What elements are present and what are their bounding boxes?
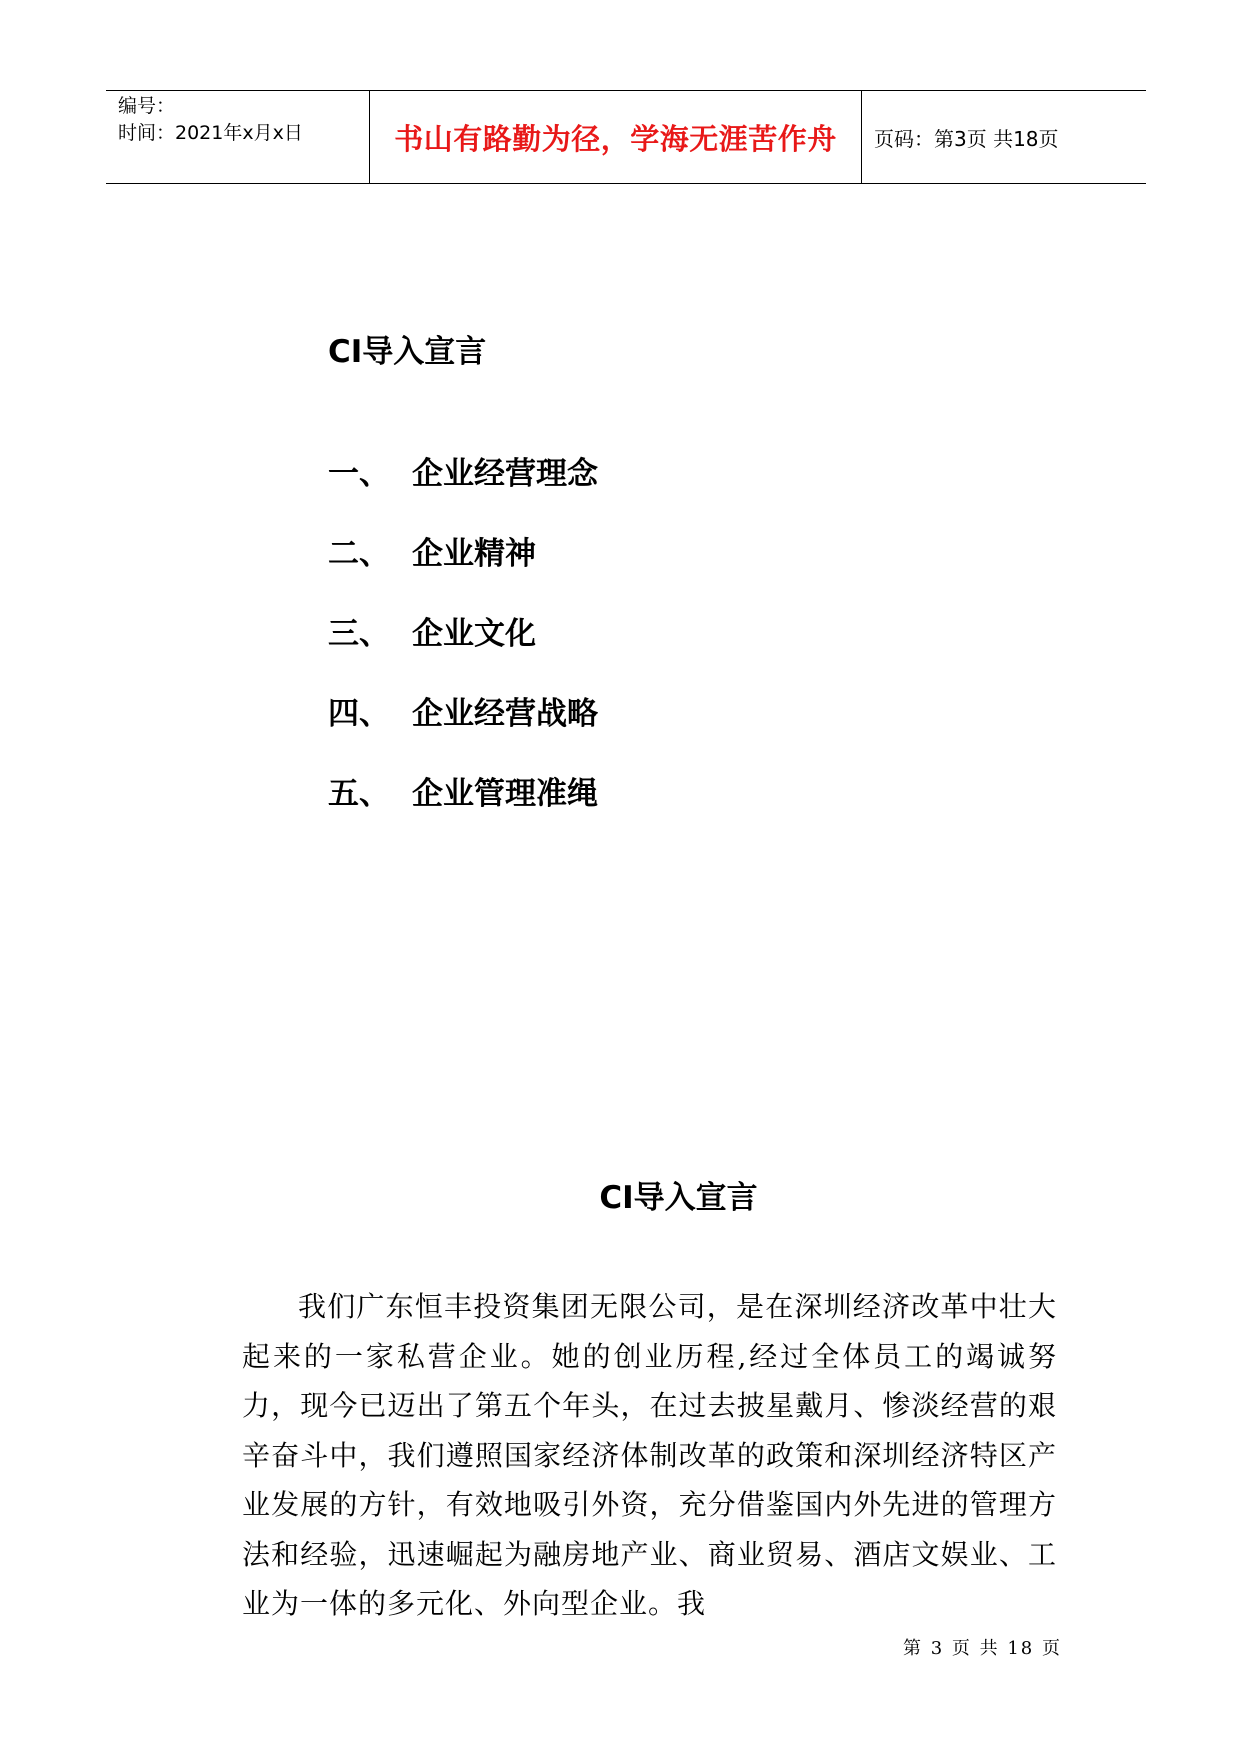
page-footer: 第 3 页 共 18 页 (903, 1638, 1062, 1659)
toc-list (328, 448, 598, 848)
toc-item-number: 二、 (328, 536, 390, 572)
toc-item-label: 企业文化 (412, 616, 536, 652)
toc-item (328, 528, 598, 608)
toc-item-number: 三、 (328, 616, 390, 652)
toc-item (328, 768, 598, 848)
header-meta-cell (106, 91, 370, 183)
toc-title: CI导入宣言 (328, 334, 487, 370)
toc-item-number: 一、 (328, 456, 390, 492)
header-page-cell (862, 91, 1146, 183)
date-label: 时间：2021年x月x日 (118, 122, 303, 144)
document-title: CI导入宣言 (599, 1180, 758, 1216)
toc-item-label: 企业精神 (412, 536, 536, 572)
motto-text: 书山有路勤为径，学海无涯苦作舟 (394, 121, 837, 156)
serial-label: 编号： (118, 95, 176, 117)
page-code: 页码：第3页 共18页 (874, 126, 1059, 151)
toc-item (328, 448, 598, 528)
toc-item (328, 608, 598, 688)
toc-item-number: 五、 (328, 776, 390, 812)
header-table (106, 90, 1146, 184)
toc-item-label: 企业经营理念 (412, 456, 598, 492)
toc-item (328, 688, 598, 768)
toc-item-number: 四、 (328, 696, 390, 732)
toc-item-label: 企业管理准绳 (412, 776, 598, 812)
body-paragraph: 我们广东恒丰投资集团无限公司，是在深圳经济改革中壮大起来的一家私营企业。她的创业历程,经过全体员工的竭诚努力，现今已迈出了第五个年头，在过去披星戴月、惨淡经营的艰辛奋斗中，我们遵照国家经济体制改革的政策和深圳经济特区产业发展的方针，有效地吸引外资，充分借鉴国内外先进的管理方法和经验，迅速崛起为融房地产业、商业贸易、酒店文娱业、工业为一体的多元化、外向型企业。我 (242, 1290, 1057, 1620)
toc-item-label: 企业经营战略 (412, 696, 598, 732)
header-motto-cell (370, 91, 862, 183)
